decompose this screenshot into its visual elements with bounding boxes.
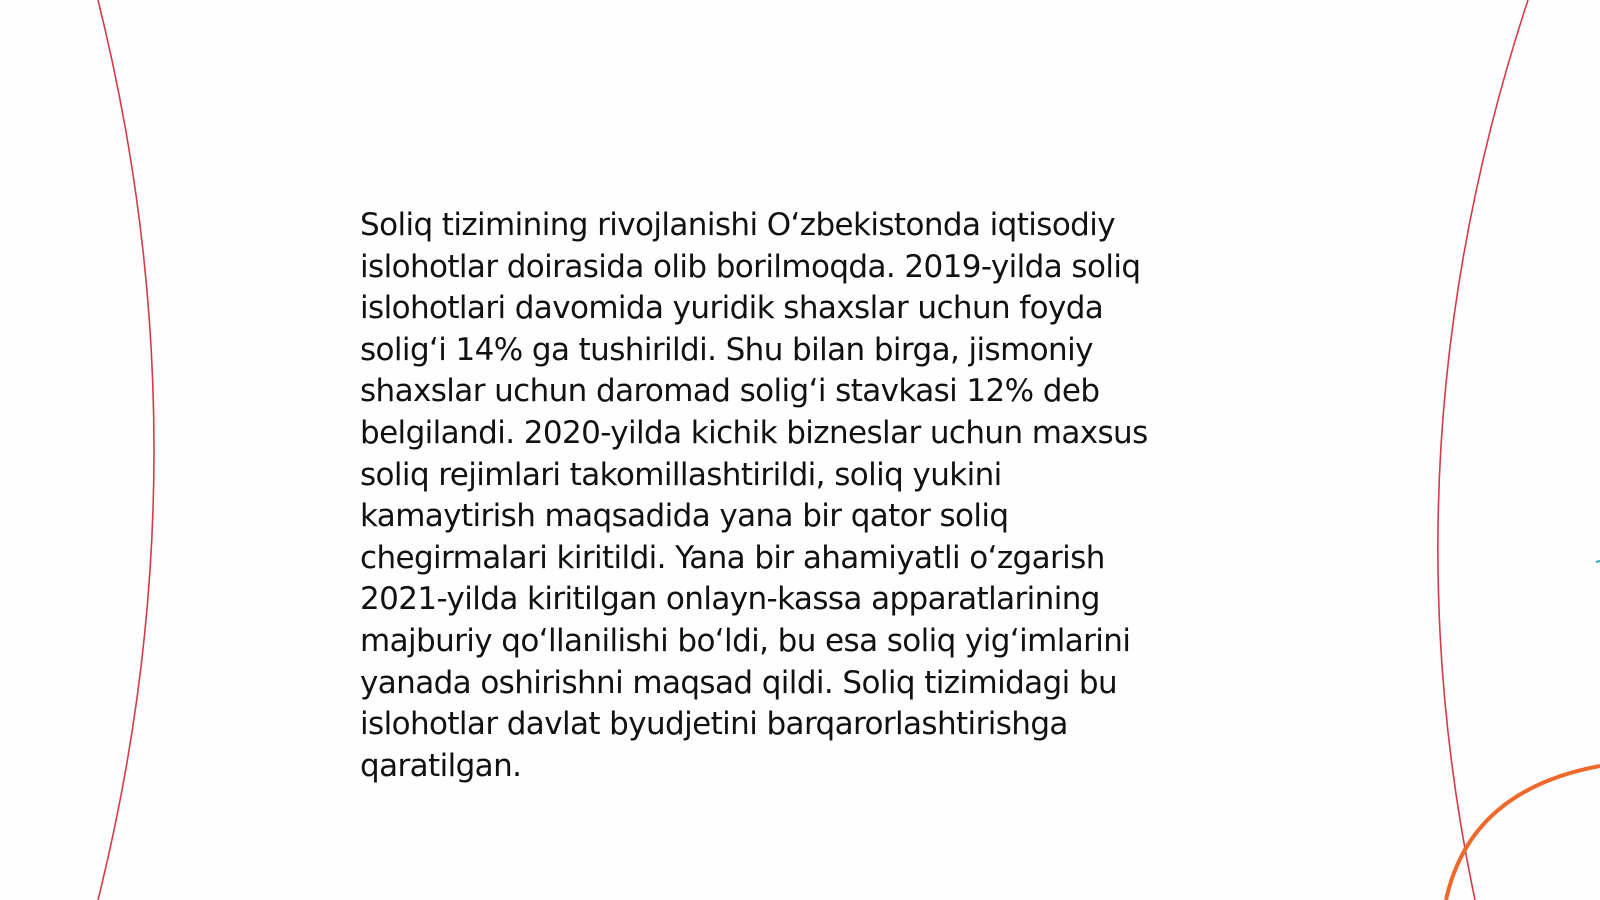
right-curve-line (1438, 0, 1528, 900)
left-curve-line (98, 0, 154, 900)
body-paragraph: Soliq tizimining rivojlanishi O‘zbekistonda iqtisodiy islohotlar doirasida olib borilmoqda. 2019-yilda soliq islohotlari davomida yuridik shaxslar uchun foyda solig‘i 14% ga tushirildi. Shu bilan birga, jismoniy shaxslar uchun daromad solig‘i stavkasi 12% deb belgilandi. 2020-yilda kichik bizneslar uchun maxsus soliq rejimlari takomillashtirildi, soliq yukini kamaytirish maqsadida yana bir qator soliq chegirmalari kiritildi. Yana bir ahamiyatli o‘zgarish 2021-yilda kiritilgan onlayn-kassa apparatlarining majburiy qo‘llanilishi bo‘ldi, bu esa soliq yig‘imlarini yanada oshirishni maqsad qildi. Soliq tizimidagi bu islohotlar davlat byudjetini barqarorlashtirishga qaratilgan. (360, 207, 1148, 784)
teal-accent-mark (1596, 561, 1600, 562)
orange-arc (1446, 766, 1600, 900)
